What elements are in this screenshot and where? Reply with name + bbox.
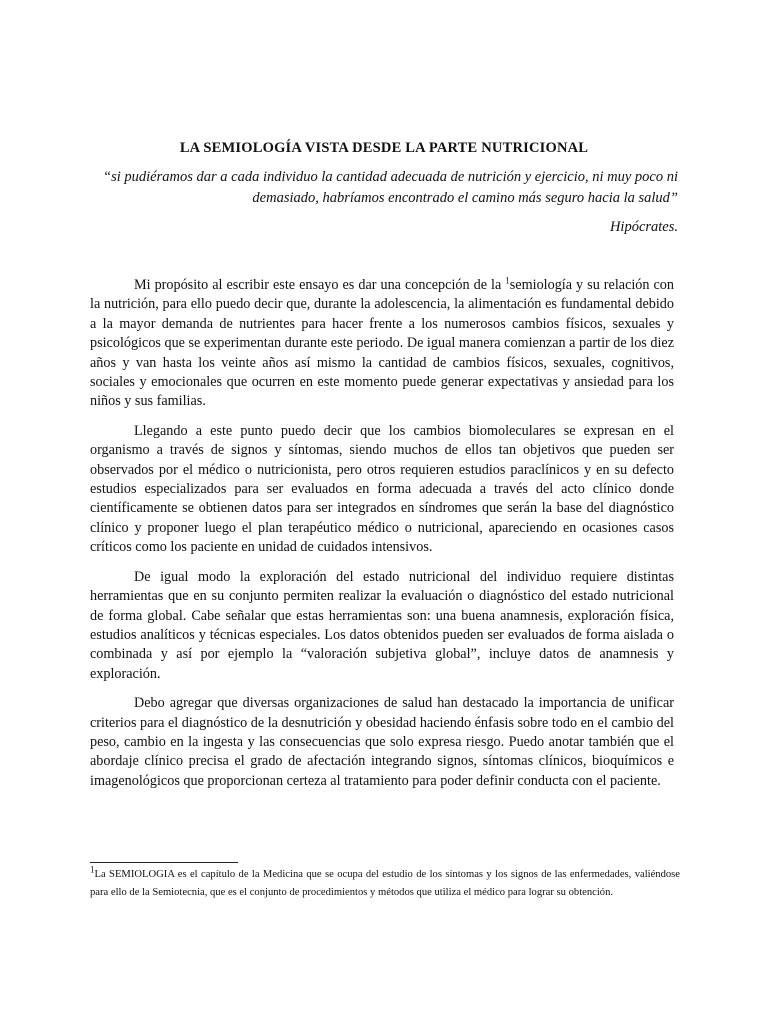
footnote bbox=[90, 866, 680, 901]
paragraph-2: Llegando a este punto puedo decir que los cambios biomoleculares se expresan en el organismo a través de signos y síntomas, siendo muchos de ellos tan objetivos que pueden ser observados por el médico o nutricionista, pero otros requieren estudios paraclínicos y en su defecto estudios especializados para ser evaluados en forma adecuada a través del acto clínico donde científicamente se obtienen datos para ser integrados en síndromes que serán la base del diagnóstico clínico y proponer luego el plan terapéutico médico o nutricional, apareciendo en ocasiones casos críticos como los paciente en unidad de cuidados intensivos. bbox=[90, 422, 674, 556]
paragraph-3: De igual modo la exploración del estado nutricional del individuo requiere distintas herramientas que en su conjunto permiten realizar la evaluación o diagnóstico del estado nutricional de forma global. Cabe señalar que estas herramientas son: una buena anamnesis, exploración física, estudios analíticos y técnicas especiales. Los datos obtenidos pueden ser evaluados de forma aislada o combinada y así por ejemplo la “valoración subjetiva global”, incluye datos de anamnesis y exploración. bbox=[90, 568, 674, 682]
footnote-divider bbox=[90, 862, 238, 863]
page-title: LA SEMIOLOGÍA VISTA DESDE LA PARTE NUTRICIONAL bbox=[179, 140, 589, 156]
footnote-reference: 1 bbox=[505, 275, 510, 286]
paragraph-4: Debo agregar que diversas organizaciones de salud han destacado la importancia de unificar criterios para el diagnóstico de la desnutrición y obesidad haciendo énfasis sobre todo en el cambio del peso, cambio en la ingesta y las consecuencias que solo expresa riesgo. Puedo anotar también que el abordaje clínico precisa el grado de afectación integrando signos, síntomas clínicos, bioquímicos e imagenológicos que proporcionan certeza al tratamiento para poder definir conducta con el paciente. bbox=[90, 695, 674, 789]
paragraph-1 bbox=[90, 276, 674, 412]
paragraph-1-text-start: Mi propósito al escribir este ensayo es dar una concepción de la bbox=[134, 277, 506, 293]
footnote-text: La SEMIOLOGIA es el capítulo de la Medicina que se ocupa del estudio de los síntomas y los signos de las enfermedades, valiéndose para ello de la Semiotecnia, que es el conjunto de procedimientos y métodos que utiliza el médico para lograr su obtención. bbox=[90, 869, 680, 898]
epigraph-quote: “si pudiéramos dar a cada individuo la cantidad adecuada de nutrición y ejercicio, ni muy poco ni demasiado, habríamos encontrado el camino más seguro hacia la salud” bbox=[103, 169, 678, 206]
paragraph-1-text-end: semiología y su relación con la nutrición, para ello puedo decir que, durante la adolescencia, la alimentación es fundamental debido a la mayor demanda de nutrientes para hacer frente a los numerosos cambios físicos, sexuales y psicológicos que se experimentan durante este periodo. De igual manera comienzan a partir de los diez años y van hasta los veinte años así mismo la cantidad de cambios físicos, sexuales, cognitivos, sociales y emocionales que ocurren en este momento puede generar expectativas y ansiedad para los niños y sus familias. bbox=[90, 277, 674, 410]
epigraph-author: Hipócrates. bbox=[609, 219, 678, 235]
document-body bbox=[90, 276, 674, 801]
footnote-mark: 1 bbox=[90, 864, 95, 875]
